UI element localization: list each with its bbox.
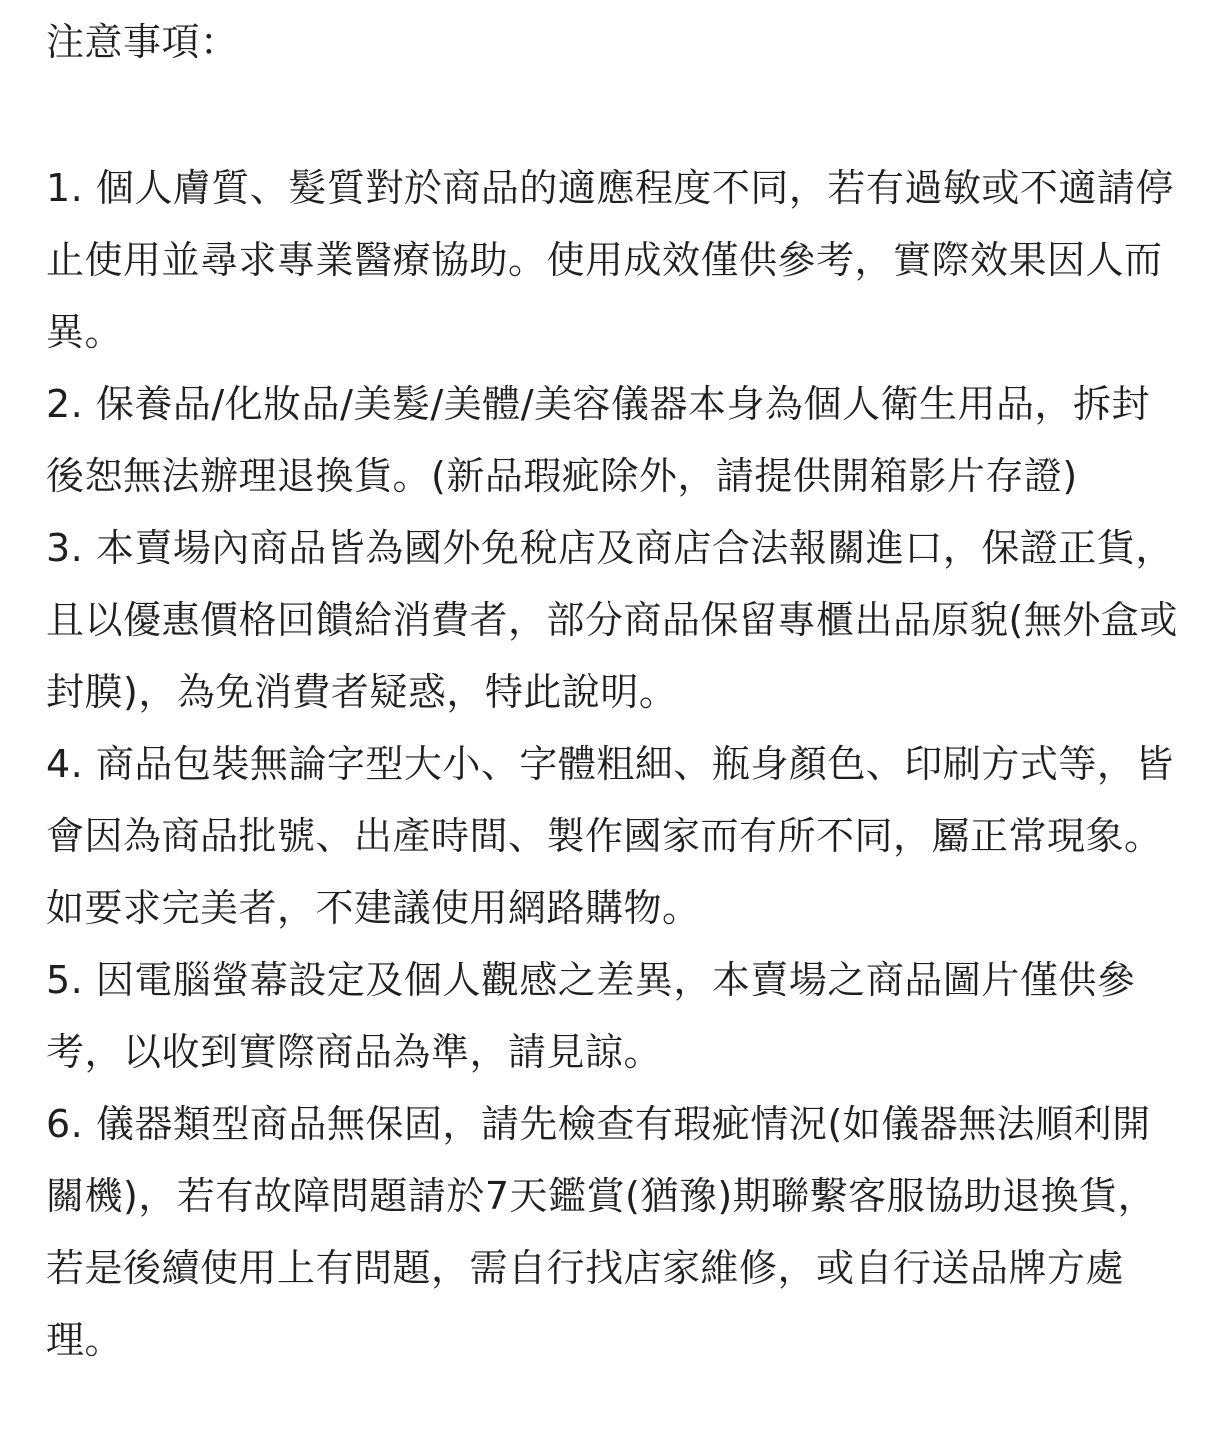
notice-item-3: 3. 本賣場內商品皆為國外免稅店及商店合法報關進口，保證正貨，且以優惠價格回饋給消費者，部分商品保留專櫃出品原貌(無外盒或封膜)，為免消費者疑惑，特此說明。	[46, 526, 1178, 714]
notice-item-6: 6. 儀器類型商品無保固，請先檢查有瑕疵情況(如儀器無法順利開關機)，若有故障問題請於7天鑑賞(猶豫)期聯繫客服協助退換貨，若是後續使用上有問題，需自行找店家維修，或自行送品牌方處理。	[46, 1102, 1157, 1362]
notice-document	[46, 18, 1186, 1376]
notice-item-4: 4. 商品包裝無論字型大小、字體粗細、瓶身顏色、印刷方式等，皆會因為商品批號、出產時間、製作國家而有所不同，屬正常現象。如要求完美者，不建議使用網路購物。	[46, 742, 1174, 930]
notice-list	[46, 152, 1186, 1376]
notice-item-5: 5. 因電腦螢幕設定及個人觀感之差異，本賣場之商品圖片僅供參考，以收到實際商品為準，請見諒。	[46, 958, 1136, 1074]
notice-item-2: 2. 保養品/化妝品/美髮/美體/美容儀器本身為個人衛生用品，拆封後恕無法辦理退換貨。(新品瑕疵除外，請提供開箱影片存證)	[46, 382, 1151, 498]
notice-heading: 注意事項：	[46, 20, 239, 64]
notice-item-1: 1. 個人膚質、髮質對於商品的適應程度不同，若有過敏或不適請停止使用並尋求專業醫療協助。使用成效僅供參考，實際效果因人而異。	[46, 166, 1174, 354]
